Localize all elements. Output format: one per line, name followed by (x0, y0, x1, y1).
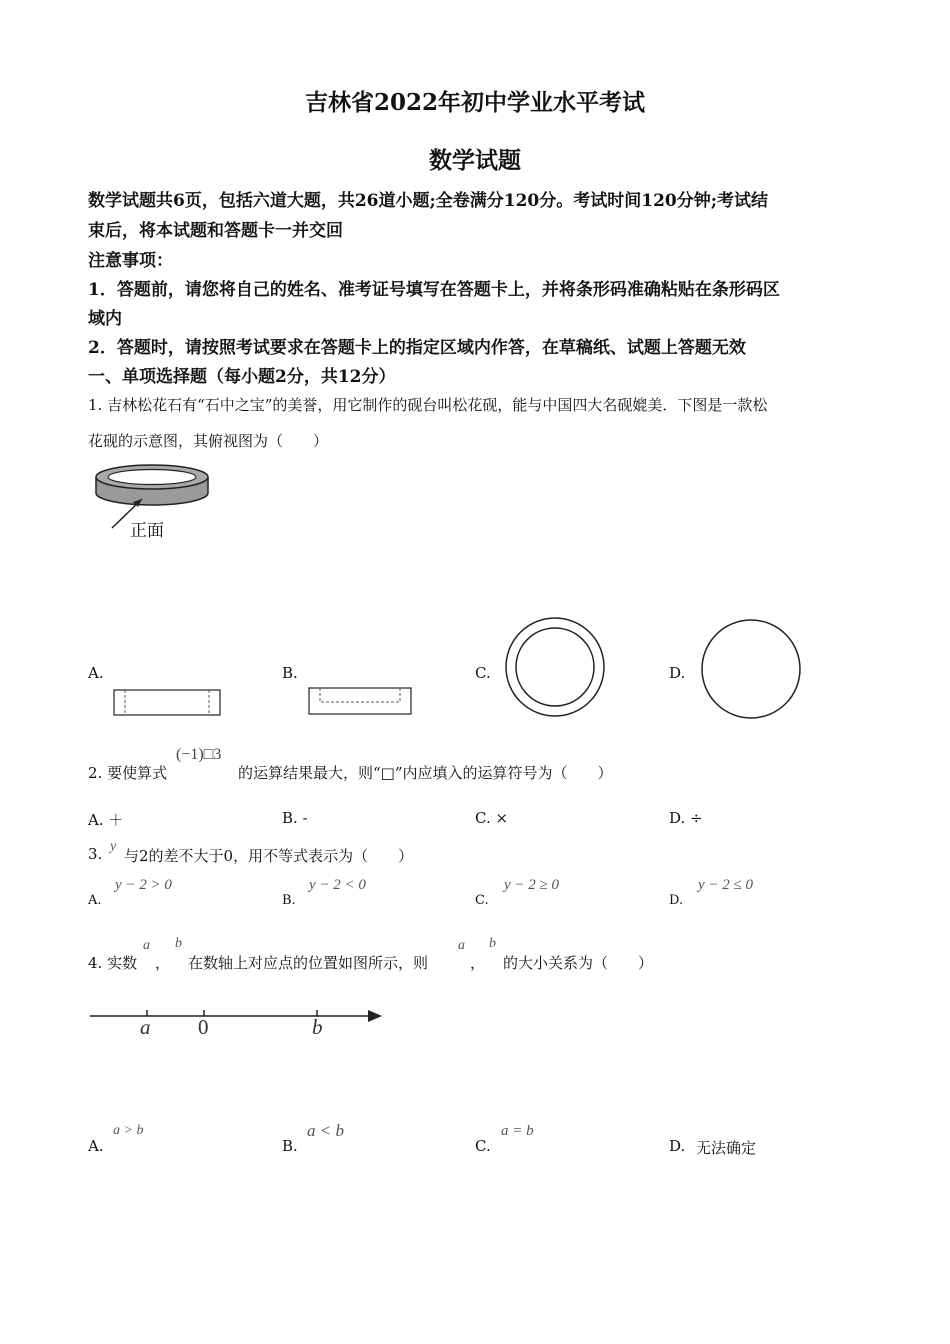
q3-option-d-label[interactable]: D. (669, 893, 684, 908)
q4-option-b-label[interactable]: B. (282, 1137, 298, 1155)
q2-suffix: 的运算结果最大，则“□”内应填入的运算符号为（ ） (238, 764, 613, 782)
q4-option-a-expr: a > b (113, 1123, 144, 1138)
q1-option-c-figure (505, 617, 607, 719)
q4-option-d-label[interactable]: D. (669, 1137, 686, 1155)
q3-option-a-expr: y − 2 > 0 (115, 877, 172, 893)
q3-option-a-label[interactable]: A. (88, 893, 102, 908)
page-title: 吉林省2022年初中学业水平考试 (304, 89, 645, 116)
q4-prefix: 4. 实数 (88, 954, 138, 972)
q1-line-1: 1. 吉林松花石有“石中之宝”的美誉，用它制作的砚台叫松花砚，能与中国四大名砚媲美．下图是一款松 (88, 396, 768, 414)
q4-var-b: b (175, 936, 182, 951)
q4-option-a-label[interactable]: A. (88, 1137, 104, 1155)
q1-option-d-label[interactable]: D. (669, 664, 686, 682)
notes-title: 注意事项： (88, 251, 173, 271)
q1-option-c-label[interactable]: C. (475, 664, 491, 682)
q2-option-a[interactable]: A. ＋ (88, 811, 124, 829)
page-subtitle: 数学试题 (429, 147, 521, 174)
axis-label-a: a (140, 1015, 151, 1039)
q1-option-b-label[interactable]: B. (282, 664, 298, 682)
q3-option-c-label[interactable]: C. (475, 893, 489, 908)
q1-option-a-label[interactable]: A. (88, 664, 104, 682)
q3-option-b-label[interactable]: B. (282, 893, 296, 908)
q2-option-b[interactable]: B. - (282, 809, 308, 827)
q2-expression: (−1)□3 (176, 746, 222, 763)
intro-line-2: 束后，将本试题和答题卡一并交回 (88, 221, 343, 241)
intro-line-1: 数学试题共6页，包括六道大题，共26道小题;全卷满分120分。考试时间120分钟;考试结 (88, 191, 769, 211)
note-1-line-2: 域内 (88, 309, 122, 329)
q4-var-a-2: a (458, 938, 465, 953)
q4-suffix: 的大小关系为（ ） (503, 954, 654, 972)
axis-label-zero: 0 (198, 1015, 209, 1039)
q2-option-d[interactable]: D. ÷ (669, 809, 703, 827)
q1-option-a-figure (113, 689, 223, 719)
q3-variable: y (110, 839, 117, 854)
axis-label-b: b (312, 1015, 323, 1039)
q2-prefix: 2. 要使算式 (88, 764, 168, 782)
q4-option-c-expr: a = b (501, 1123, 534, 1139)
q4-option-b-expr: a < b (307, 1121, 344, 1140)
q4-var-b-2: b (489, 936, 496, 951)
q4-option-d-text: 无法确定 (696, 1139, 757, 1157)
q3-option-b-expr: y − 2 < 0 (309, 877, 366, 893)
q3-text: 与2的差不大于0，用不等式表示为（ ） (124, 847, 414, 865)
q4-separator-2: ， (470, 954, 486, 972)
q4-option-c-label[interactable]: C. (475, 1137, 491, 1155)
q3-option-d-expr: y − 2 ≤ 0 (698, 877, 754, 893)
q4-var-a: a (143, 938, 150, 953)
number-line (90, 1006, 390, 1026)
note-2: 2．答题时，请按照考试要求在答题卡上的指定区域内作答，在草稿纸、试题上答题无效 (88, 338, 746, 358)
note-1-line-1: 1．答题前，请您将自己的姓名、准考证号填写在答题卡上，并将条形码准确粘贴在条形码区 (88, 280, 780, 300)
q1-option-d-figure (701, 619, 803, 721)
q3-number: 3. (88, 845, 103, 863)
q1-option-b-figure (308, 687, 418, 717)
q3-option-c-expr: y − 2 ≥ 0 (504, 877, 560, 893)
q4-middle: 在数轴上对应点的位置如图所示，则 (188, 954, 429, 972)
front-label: 正面 (130, 521, 164, 541)
q4-separator: ， (155, 954, 171, 972)
q2-option-c[interactable]: C. × (475, 809, 509, 827)
q1-line-2: 花砚的示意图，其俯视图为（ ） (88, 432, 329, 450)
section-1-title: 一、单项选择题（每小题2分，共12分） (88, 367, 396, 387)
